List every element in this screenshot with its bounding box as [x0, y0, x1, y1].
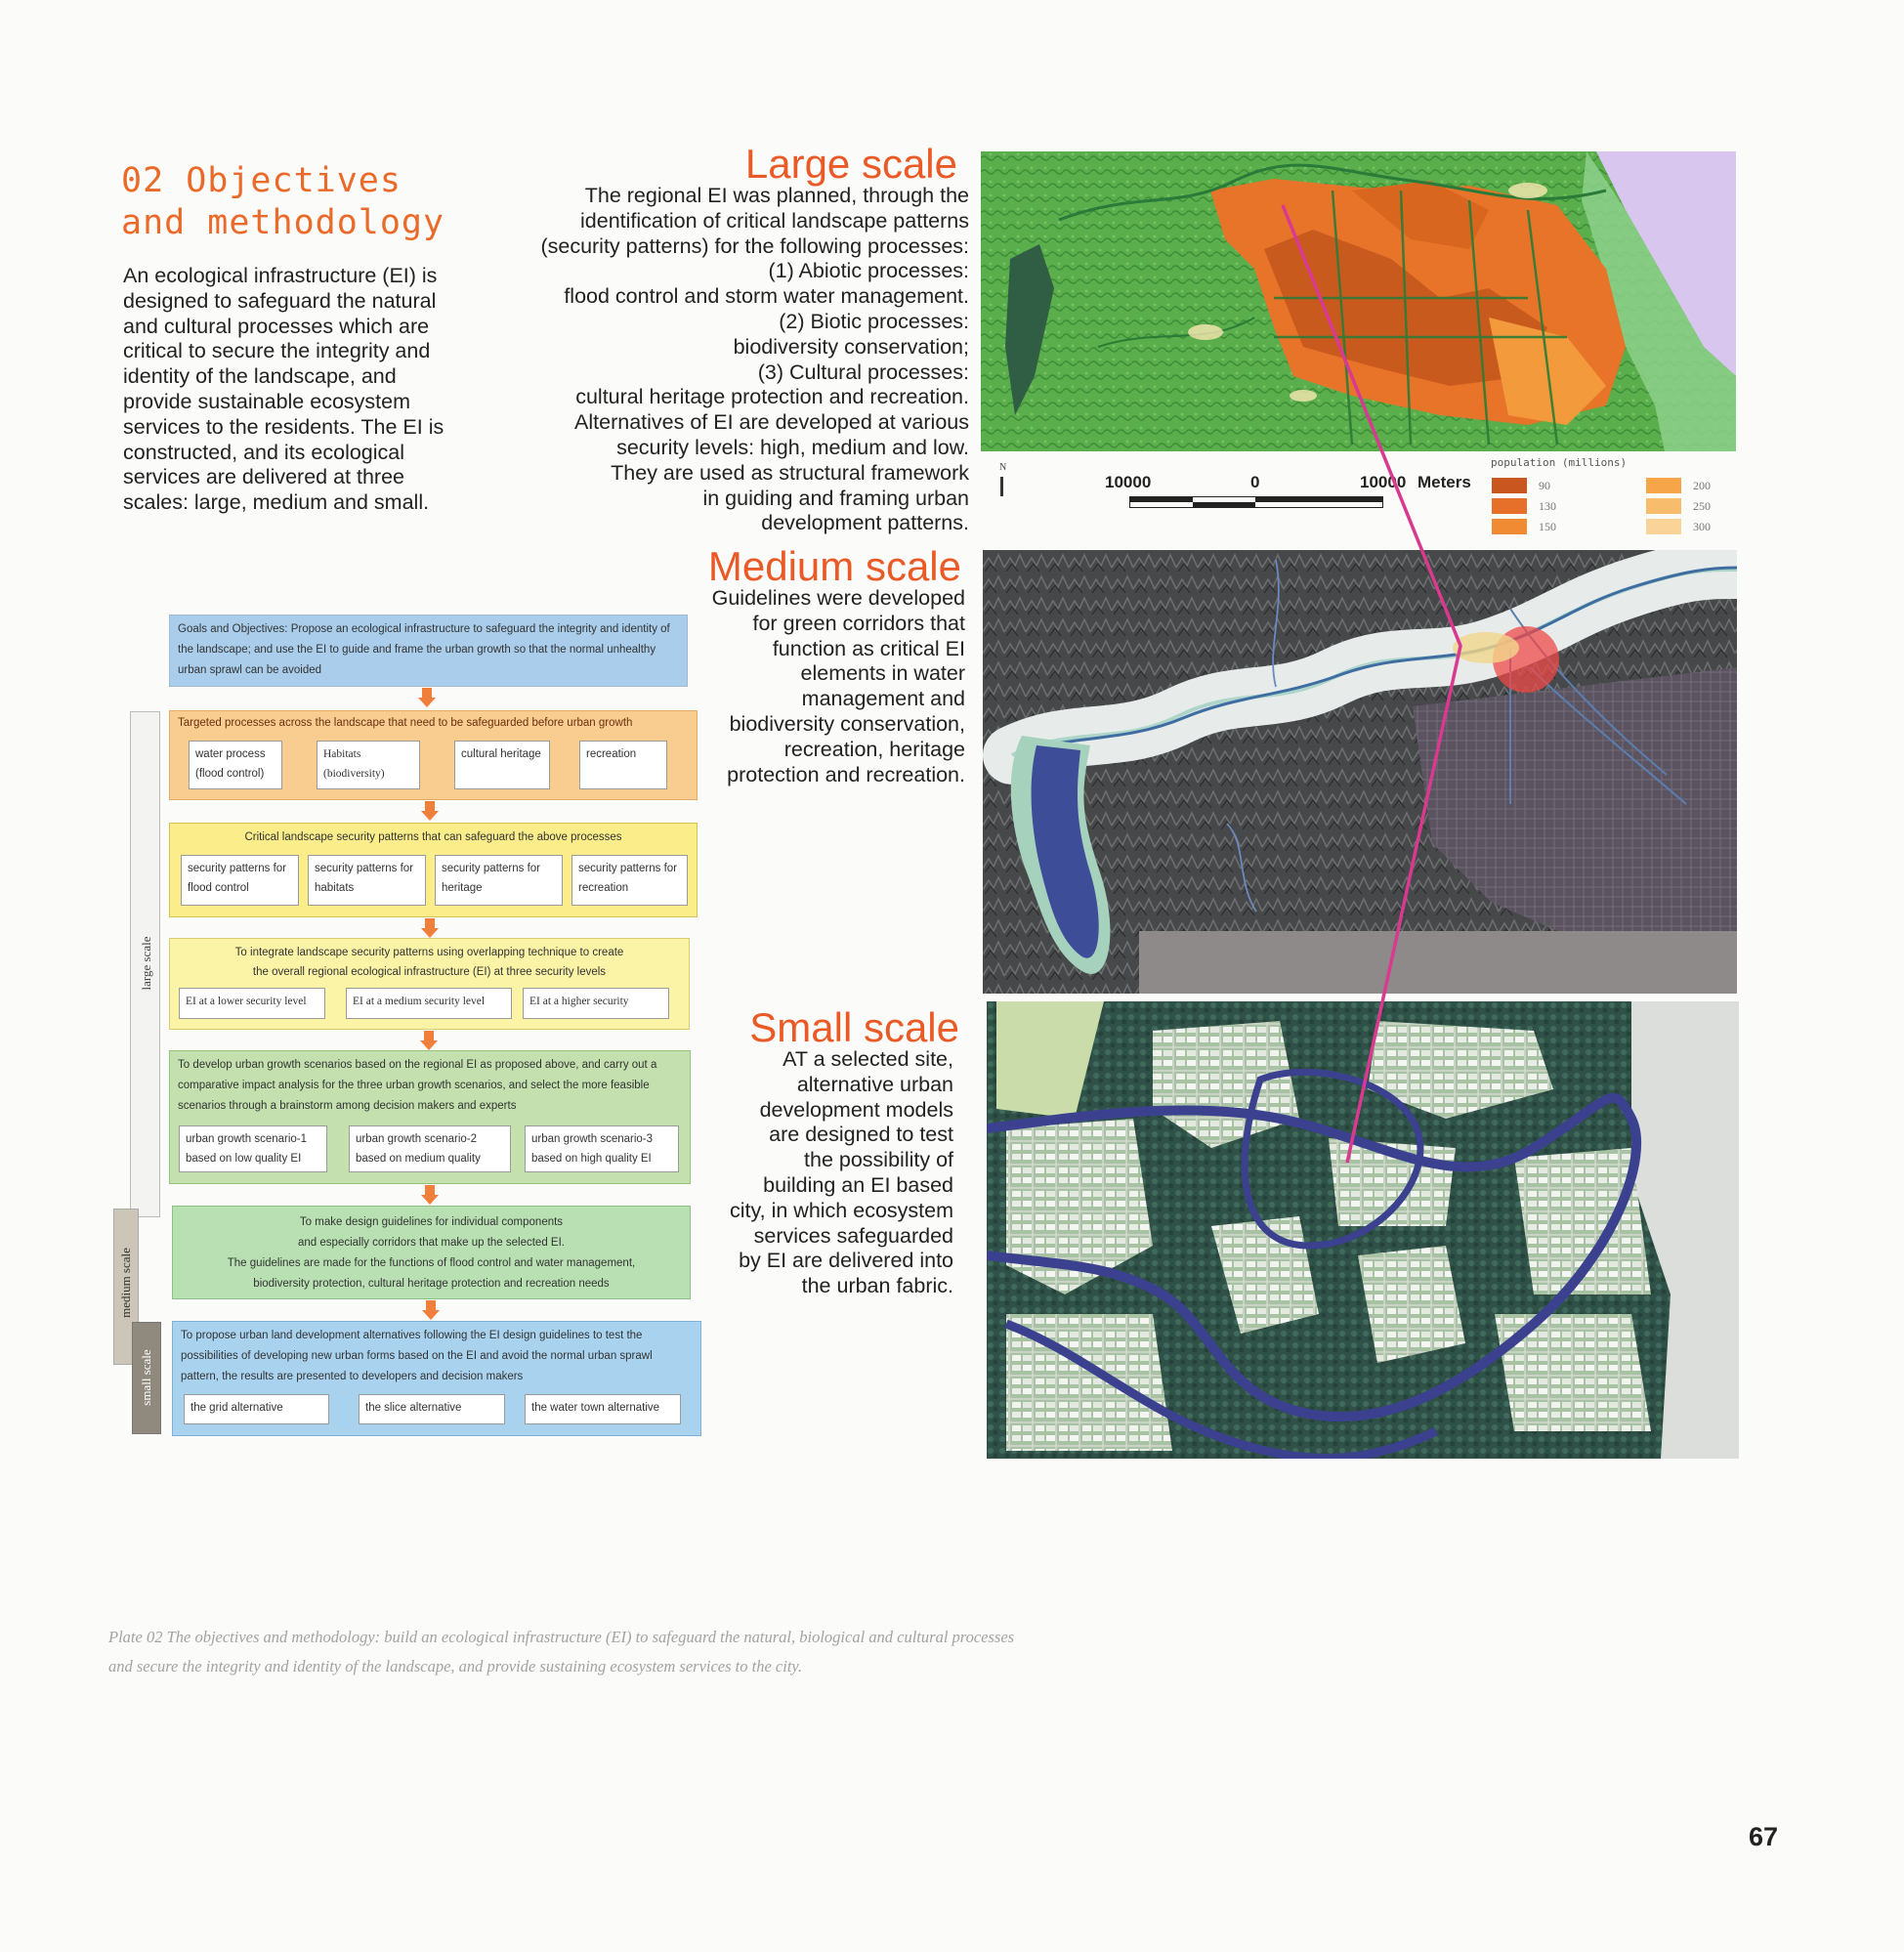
- alternative-item: the water town alternative: [525, 1394, 681, 1424]
- guidelines-line: To make design guidelines for individual components: [299, 1216, 564, 1228]
- process-item: recreation: [579, 741, 667, 789]
- pattern-item: security patterns for heritage: [435, 855, 563, 906]
- small-scale-line: the possibility of: [804, 1148, 953, 1172]
- guidelines-line: biodiversity protection, cultural heritage protection and recreation needs: [253, 1278, 610, 1290]
- plate-caption: [108, 1623, 1232, 1681]
- alternative-item: the grid alternative: [184, 1394, 329, 1424]
- small-scale-line: city, in which ecosystem: [729, 1198, 953, 1222]
- page-number: 67: [1749, 1822, 1779, 1851]
- scenario-item: urban growth scenario-3 based on high quality EI: [525, 1125, 679, 1172]
- intro-paragraph: An ecological infrastructure (EI) is designed to safeguard the natural and cultural processes which are critical to secure the integrity and identity of the landscape, and provide sustainable ecosystem services to the residents. The EI is constructed, and its ecological services are delivered at three scales: large, medium and small.: [123, 264, 444, 515]
- large-scale-line: (3) Cultural processes:: [757, 360, 969, 384]
- large-scale-title: Large scale: [744, 141, 957, 187]
- north-label: N: [999, 462, 1007, 473]
- small-scale-bar-label: small scale: [139, 1349, 153, 1406]
- large-scale-line: identification of critical landscape patterns: [580, 208, 969, 233]
- large-scale-line: (security patterns) for the following processes:: [540, 233, 969, 258]
- guidelines-line: and especially corridors that make up the selected EI.: [298, 1237, 565, 1249]
- large-scale-line: Alternatives of EI are developed at various: [574, 410, 969, 435]
- integrate-heading-2: the overall regional ecological infrastructure (EI) at three security levels: [252, 966, 607, 978]
- medium-scale-line: function as critical EI: [772, 636, 965, 660]
- small-scale-line: are designed to test: [769, 1123, 953, 1147]
- small-scale-line: the urban fabric.: [801, 1274, 953, 1298]
- caption-line: and secure the integrity and identity of the landscape, and provide sustaining ecosystem services to the city.: [108, 1657, 802, 1676]
- integrate-item: EI at a medium security level: [346, 988, 512, 1019]
- patterns-heading: Critical landscape security patterns that can safeguard the above processes: [244, 831, 622, 843]
- large-scale-line: biodiversity conservation;: [733, 334, 969, 359]
- small-scale-line: services safeguarded: [753, 1223, 953, 1248]
- medium-scale-title: Medium scale: [707, 543, 961, 589]
- small-scale-line: development models: [759, 1097, 953, 1122]
- large-scale-line: (2) Biotic processes:: [779, 309, 969, 333]
- section-title-line2: and methodology: [121, 203, 445, 242]
- caption-line: Plate 02 The objectives and methodology: build an ecological infrastructure (EI) to safeguard the natural, biological and cultural processes: [108, 1628, 1015, 1646]
- large-scale-line: cultural heritage protection and recreation.: [575, 385, 969, 409]
- legend-title: population (millions): [1491, 456, 1628, 469]
- legend-label: 130: [1539, 499, 1556, 513]
- medium-scale-line: protection and recreation.: [727, 762, 965, 786]
- process-item: Habitats (biodiversity): [317, 741, 420, 789]
- medium-scale-line: biodiversity conservation,: [729, 711, 965, 736]
- scenarios-heading: To develop urban growth scenarios based on the regional EI as proposed above, and carry out a comparative impact analysis for the three urban growth scenarios, and select the more feasible scenarios through a brainstorm among decision makers and experts: [178, 1059, 657, 1112]
- small-scale-line: by EI are delivered into: [739, 1249, 953, 1273]
- large-scale-line: (1) Abiotic processes:: [768, 259, 969, 283]
- large-scale-line: They are used as structural framework: [611, 460, 969, 485]
- pattern-item: security patterns for recreation: [571, 855, 688, 906]
- processes-heading: Targeted processes across the landscape that need to be safeguarded before urban growth: [178, 717, 633, 729]
- legend-label: 90: [1539, 479, 1550, 492]
- scenario-item: urban growth scenario-2 based on medium quality: [349, 1125, 511, 1172]
- process-item: water process (flood control): [189, 741, 282, 789]
- legend-label: 300: [1693, 520, 1711, 533]
- alternative-item: the slice alternative: [359, 1394, 505, 1424]
- large-scale-line: development patterns.: [761, 511, 969, 535]
- scale-label: Meters: [1417, 473, 1471, 491]
- large-scale-bar-label: large scale: [139, 936, 153, 991]
- scale-label: 10000: [1360, 473, 1407, 491]
- pattern-item: security patterns for habitats: [308, 855, 426, 906]
- integrate-item: EI at a lower security level: [179, 988, 325, 1019]
- scale-label: 0: [1250, 473, 1260, 491]
- medium-scale-line: for green corridors that: [752, 611, 965, 635]
- small-scale-line: alternative urban: [796, 1072, 953, 1096]
- large-scale-line: flood control and storm water management.: [564, 284, 969, 309]
- large-scale-line: The regional EI was planned, through the: [584, 184, 969, 207]
- scale-label: 10000: [1105, 473, 1152, 491]
- integrate-item: EI at a higher security: [523, 988, 669, 1019]
- propose-heading: To propose urban land development alternatives following the EI design guidelines to test the possibilities of developing new urban forms based on the EI and avoid the normal urban sprawl pattern, the results are presented to developers and decision makers: [181, 1330, 653, 1382]
- guidelines-line: The guidelines are made for the functions of flood control and water management,: [227, 1257, 636, 1269]
- medium-scale-bar-label: medium scale: [118, 1248, 133, 1318]
- section-title-line1: 02 Objectives: [121, 161, 402, 200]
- small-scale-title: Small scale: [749, 1004, 959, 1050]
- integrate-heading-1: To integrate landscape security patterns using overlapping technique to create: [234, 947, 624, 958]
- medium-scale-line: Guidelines were developed: [711, 586, 965, 610]
- small-scale-line: building an EI based: [763, 1172, 953, 1197]
- small-scale-line: AT a selected site,: [783, 1047, 953, 1071]
- medium-scale-line: recreation, heritage: [783, 737, 965, 761]
- process-item: cultural heritage: [454, 741, 550, 789]
- legend-label: 200: [1693, 479, 1711, 492]
- scenario-item: urban growth scenario-1 based on low quality EI: [179, 1125, 327, 1172]
- large-scale-line: in guiding and framing urban: [702, 486, 969, 510]
- medium-scale-line: elements in water: [800, 661, 965, 686]
- large-scale-line: security levels: high, medium and low.: [616, 435, 969, 459]
- pattern-item: security patterns for flood control: [181, 855, 299, 906]
- legend-label: 150: [1539, 520, 1556, 533]
- medium-scale-line: management and: [801, 687, 965, 711]
- legend-label: 250: [1693, 499, 1711, 513]
- goals-text: Goals and Objectives: Propose an ecological infrastructure to safeguard the integrity and identity of the landscape; and use the EI to guide and frame the urban growth so that the normal unhealthy urban sprawl can be avoided: [178, 623, 670, 676]
